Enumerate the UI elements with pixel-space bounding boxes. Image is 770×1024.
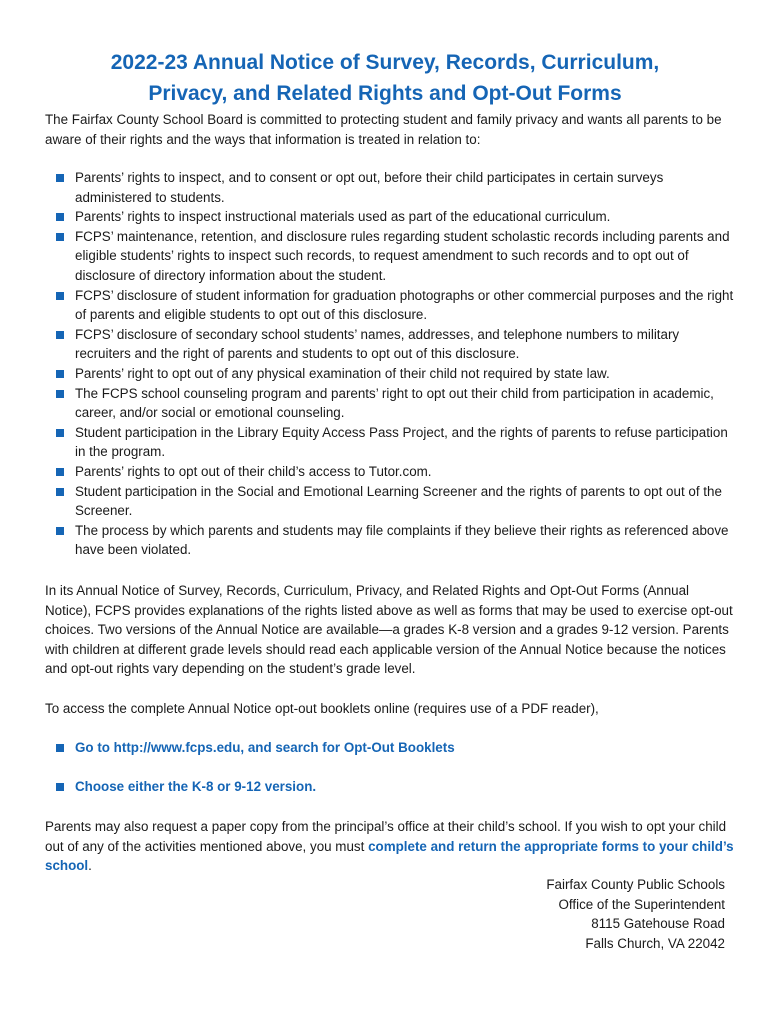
square-bullet-icon [56,174,64,182]
square-bullet-icon [56,213,64,221]
go-to-fcps-link-text[interactable]: Go to http://www.fcps.edu, and search for Opt-Out Booklets [75,740,455,755]
square-bullet-icon [56,488,64,496]
rights-list [56,168,736,560]
list-item-text: Student participation in the Social and Emotional Learning Screener and the rights of parents to opt out of the Screener. [75,483,722,519]
list-item-text: FCPS’ disclosure of secondary school students’ names, addresses, and telephone numbers to military recruiters and the right of parents and students to opt out of this disclosure. [75,326,680,362]
go-to-fcps-link[interactable] [56,738,745,758]
title-line-1: 2022-23 Annual Notice of Survey, Records, Curriculum, [110,51,660,74]
list-item-text: Parents’ right to opt out of any physical examination of their child not required by state law. [75,365,610,381]
list-item [56,207,736,227]
list-item [56,384,736,423]
access-paragraph: To access the complete Annual Notice opt-out booklets online (requires use of a PDF reader), [45,701,599,716]
list-item-text: Parents’ rights to inspect instructional materials used as part of the educational curriculum. [75,209,611,225]
paper-copy-end: . [88,858,92,874]
list-item-text: FCPS’ maintenance, retention, and disclosure rules regarding student scholastic records including parents and eligible students’ rights to inspect such records, to request amendment to such records and to opt out of disclosure of directory information about the student. [75,228,730,283]
list-item [56,168,736,207]
square-bullet-icon [56,292,64,300]
square-bullet-icon [56,783,64,791]
address-line-4: Falls Church, VA 22042 [585,935,725,951]
paper-copy-paragraph [45,817,735,876]
square-bullet-icon [56,331,64,339]
address-line-3: 8115 Gatehouse Road [591,916,725,932]
square-bullet-icon [56,468,64,476]
list-item [56,325,736,364]
list-item-text: FCPS’ disclosure of student information for graduation photographs or other commercial purposes and the right of parents and eligible students to opt out of this disclosure. [75,287,734,323]
square-bullet-icon [56,390,64,398]
choose-version-link-text[interactable]: Choose either the K-8 or 9-12 version. [75,779,317,794]
list-item-text: Parents’ rights to inspect, and to consent or opt out, before their child participates in certain surveys administered to students. [75,170,664,205]
list-item-text: Student participation in the Library Equity Access Pass Project, and the rights of parents to refuse participation in the program. [75,424,728,460]
list-item-text: The FCPS school counseling program and parents’ right to opt out their child from participation in academic, career, and/or social or emotional counseling. [75,385,714,421]
complete-forms-link[interactable]: complete and return the appropriate forms to your child’s school [45,838,734,874]
square-bullet-icon [56,744,64,752]
list-item [56,482,736,521]
list-item [56,286,736,325]
address-block [546,875,725,953]
list-item-text: The process by which parents and students may file complaints if they believe their rights as referenced above have been violated. [75,522,729,558]
list-item [56,423,736,462]
square-bullet-icon [56,429,64,437]
choose-version-link[interactable] [56,777,745,797]
list-item [56,462,736,482]
list-item [56,227,736,286]
paper-copy-text: Parents may also request a paper copy from the principal’s office at their child’s school. If you wish to opt your child out of any of the activities mentioned above, you must [45,819,727,854]
address-line-2: Office of the Superintendent [558,896,725,912]
list-item [56,521,736,560]
address-line-1: Fairfax County Public Schools [546,877,725,892]
list-item [56,364,736,384]
title-line-2: Privacy, and Related Rights and Opt-Out Forms [148,82,622,105]
intro-paragraph: The Fairfax County School Board is committed to protecting student and family privacy and wants all parents to be aware of their rights and the ways that information is treated in relation to: [45,112,722,147]
list-item-text: Parents’ rights to opt out of their child’s access to Tutor.com. [75,463,432,479]
square-bullet-icon [56,370,64,378]
annual-notice-paragraph: In its Annual Notice of Survey, Records, Curriculum, Privacy, and Related Rights and Opt-Out Forms (Annual Notice), FCPS provides explanations of the rights listed above as well as forms that may be used to exercise opt-out choices. Two versions of the Annual Notice are available—a grades K-8 version and a grades 9-12 version. Parents with children at different grade levels should read each applicable version of the Annual Notice because the notices and opt-out rights vary depending on the student’s grade level. [45,583,733,677]
square-bullet-icon [56,233,64,241]
page-title [40,47,730,109]
square-bullet-icon [56,527,64,535]
